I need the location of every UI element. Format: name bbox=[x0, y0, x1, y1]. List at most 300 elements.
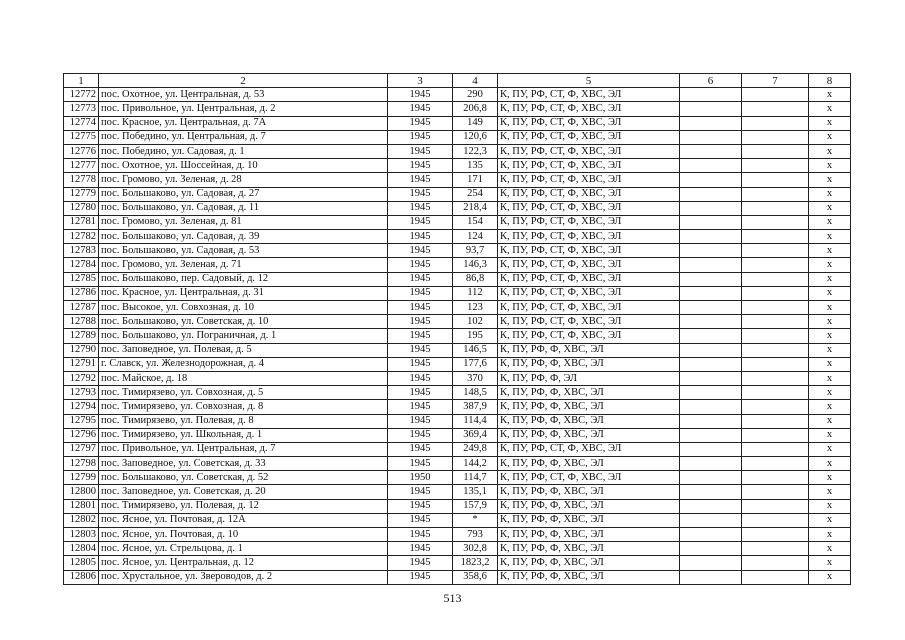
year-cell: 1945 bbox=[388, 386, 453, 400]
col7-cell bbox=[742, 485, 809, 499]
table-row bbox=[64, 513, 851, 527]
col7-cell bbox=[742, 371, 809, 385]
area-cell: 206,8 bbox=[453, 102, 498, 116]
col7-cell bbox=[742, 258, 809, 272]
area-cell: 370 bbox=[453, 371, 498, 385]
area-cell: 146,3 bbox=[453, 258, 498, 272]
mark-cell: х bbox=[809, 187, 851, 201]
mark-cell: х bbox=[809, 201, 851, 215]
record-number-cell: 12806 bbox=[64, 570, 99, 584]
mark-cell: х bbox=[809, 400, 851, 414]
record-number-cell: 12773 bbox=[64, 102, 99, 116]
col6-cell bbox=[680, 329, 742, 343]
area-cell: 793 bbox=[453, 528, 498, 542]
amenities-cell: К, ПУ, РФ, СТ, Ф, ХВС, ЭЛ bbox=[498, 88, 680, 102]
area-cell: 149 bbox=[453, 116, 498, 130]
col7-cell bbox=[742, 215, 809, 229]
area-cell: 249,8 bbox=[453, 442, 498, 456]
amenities-cell: К, ПУ, РФ, СТ, Ф, ХВС, ЭЛ bbox=[498, 315, 680, 329]
area-cell: 120,6 bbox=[453, 130, 498, 144]
col7-cell bbox=[742, 386, 809, 400]
year-cell: 1945 bbox=[388, 556, 453, 570]
col7-cell bbox=[742, 144, 809, 158]
registry-table bbox=[63, 73, 851, 585]
amenities-cell: К, ПУ, РФ, СТ, Ф, ХВС, ЭЛ bbox=[498, 258, 680, 272]
column-header: 4 bbox=[453, 74, 498, 88]
col6-cell bbox=[680, 230, 742, 244]
col7-cell bbox=[742, 130, 809, 144]
record-number-cell: 12786 bbox=[64, 286, 99, 300]
address-cell: пос. Большаково, ул. Пограничная, д. 1 bbox=[99, 329, 388, 343]
table-row bbox=[64, 230, 851, 244]
mark-cell: х bbox=[809, 357, 851, 371]
address-cell: пос. Ясное, ул. Центральная, д. 12 bbox=[99, 556, 388, 570]
year-cell: 1945 bbox=[388, 301, 453, 315]
col6-cell bbox=[680, 442, 742, 456]
column-header: 1 bbox=[64, 74, 99, 88]
amenities-cell: К, ПУ, РФ, СТ, Ф, ХВС, ЭЛ bbox=[498, 173, 680, 187]
year-cell: 1945 bbox=[388, 187, 453, 201]
area-cell: 146,5 bbox=[453, 343, 498, 357]
col6-cell bbox=[680, 130, 742, 144]
amenities-cell: К, ПУ, РФ, СТ, Ф, ХВС, ЭЛ bbox=[498, 144, 680, 158]
mark-cell: х bbox=[809, 485, 851, 499]
col6-cell bbox=[680, 88, 742, 102]
area-cell: 135 bbox=[453, 159, 498, 173]
address-cell: пос. Большаково, ул. Садовая, д. 53 bbox=[99, 244, 388, 258]
col6-cell bbox=[680, 187, 742, 201]
col6-cell bbox=[680, 556, 742, 570]
table-row bbox=[64, 343, 851, 357]
col7-cell bbox=[742, 513, 809, 527]
address-cell: пос. Тимирязево, ул. Совхозная, д. 5 bbox=[99, 386, 388, 400]
year-cell: 1945 bbox=[388, 414, 453, 428]
table-row bbox=[64, 215, 851, 229]
year-cell: 1945 bbox=[388, 400, 453, 414]
year-cell: 1945 bbox=[388, 315, 453, 329]
address-cell: пос. Ясное, ул. Почтовая, д. 12А bbox=[99, 513, 388, 527]
col7-cell bbox=[742, 88, 809, 102]
column-header: 6 bbox=[680, 74, 742, 88]
amenities-cell: К, ПУ, РФ, Ф, ХВС, ЭЛ bbox=[498, 428, 680, 442]
address-cell: пос. Громово, ул. Зеленая, д. 71 bbox=[99, 258, 388, 272]
table-row bbox=[64, 357, 851, 371]
address-cell: пос. Красное, ул. Центральная, д. 7А bbox=[99, 116, 388, 130]
year-cell: 1945 bbox=[388, 201, 453, 215]
mark-cell: х bbox=[809, 173, 851, 187]
address-cell: пос. Громово, ул. Зеленая, д. 28 bbox=[99, 173, 388, 187]
table-row bbox=[64, 102, 851, 116]
mark-cell: х bbox=[809, 414, 851, 428]
col7-cell bbox=[742, 315, 809, 329]
col7-cell bbox=[742, 528, 809, 542]
area-cell: 218,4 bbox=[453, 201, 498, 215]
year-cell: 1945 bbox=[388, 357, 453, 371]
col6-cell bbox=[680, 414, 742, 428]
address-cell: пос. Охотное, ул. Шоссейная, д. 10 bbox=[99, 159, 388, 173]
col7-cell bbox=[742, 428, 809, 442]
record-number-cell: 12785 bbox=[64, 272, 99, 286]
table-row bbox=[64, 485, 851, 499]
address-cell: пос. Тимирязево, ул. Полевая, д. 12 bbox=[99, 499, 388, 513]
year-cell: 1945 bbox=[388, 144, 453, 158]
column-header: 5 bbox=[498, 74, 680, 88]
col7-cell bbox=[742, 159, 809, 173]
record-number-cell: 12800 bbox=[64, 485, 99, 499]
col7-cell bbox=[742, 102, 809, 116]
col7-cell bbox=[742, 244, 809, 258]
area-cell: 171 bbox=[453, 173, 498, 187]
col7-cell bbox=[742, 230, 809, 244]
address-cell: пос. Тимирязево, ул. Школьная, д. 1 bbox=[99, 428, 388, 442]
table-row bbox=[64, 471, 851, 485]
mark-cell: х bbox=[809, 499, 851, 513]
record-number-cell: 12787 bbox=[64, 301, 99, 315]
col6-cell bbox=[680, 428, 742, 442]
record-number-cell: 12782 bbox=[64, 230, 99, 244]
col7-cell bbox=[742, 570, 809, 584]
mark-cell: х bbox=[809, 542, 851, 556]
year-cell: 1945 bbox=[388, 130, 453, 144]
record-number-cell: 12804 bbox=[64, 542, 99, 556]
table-row bbox=[64, 442, 851, 456]
record-number-cell: 12797 bbox=[64, 442, 99, 456]
amenities-cell: К, ПУ, РФ, Ф, ХВС, ЭЛ bbox=[498, 499, 680, 513]
amenities-cell: К, ПУ, РФ, СТ, Ф, ХВС, ЭЛ bbox=[498, 230, 680, 244]
mark-cell: х bbox=[809, 315, 851, 329]
address-cell: пос. Тимирязево, ул. Совхозная, д. 8 bbox=[99, 400, 388, 414]
table-row bbox=[64, 528, 851, 542]
amenities-cell: К, ПУ, РФ, СТ, Ф, ХВС, ЭЛ bbox=[498, 442, 680, 456]
area-cell: 112 bbox=[453, 286, 498, 300]
col7-cell bbox=[742, 499, 809, 513]
col6-cell bbox=[680, 457, 742, 471]
table-row bbox=[64, 286, 851, 300]
col6-cell bbox=[680, 301, 742, 315]
table-row bbox=[64, 301, 851, 315]
amenities-cell: К, ПУ, РФ, Ф, ХВС, ЭЛ bbox=[498, 400, 680, 414]
address-cell: пос. Майское, д. 18 bbox=[99, 371, 388, 385]
table-row bbox=[64, 386, 851, 400]
amenities-cell: К, ПУ, РФ, СТ, Ф, ХВС, ЭЛ bbox=[498, 159, 680, 173]
record-number-cell: 12783 bbox=[64, 244, 99, 258]
area-cell: 254 bbox=[453, 187, 498, 201]
record-number-cell: 12793 bbox=[64, 386, 99, 400]
table-row bbox=[64, 187, 851, 201]
record-number-cell: 12799 bbox=[64, 471, 99, 485]
amenities-cell: К, ПУ, РФ, Ф, ХВС, ЭЛ bbox=[498, 343, 680, 357]
mark-cell: х bbox=[809, 471, 851, 485]
table-row bbox=[64, 201, 851, 215]
col6-cell bbox=[680, 400, 742, 414]
col6-cell bbox=[680, 244, 742, 258]
mark-cell: х bbox=[809, 130, 851, 144]
mark-cell: х bbox=[809, 258, 851, 272]
address-cell: пос. Привольное, ул. Центральная, д. 2 bbox=[99, 102, 388, 116]
table-row bbox=[64, 457, 851, 471]
year-cell: 1945 bbox=[388, 528, 453, 542]
header-row bbox=[64, 74, 851, 88]
address-cell: пос. Большаково, ул. Садовая, д. 27 bbox=[99, 187, 388, 201]
table-row bbox=[64, 542, 851, 556]
table-row bbox=[64, 258, 851, 272]
col6-cell bbox=[680, 528, 742, 542]
amenities-cell: К, ПУ, РФ, СТ, Ф, ХВС, ЭЛ bbox=[498, 201, 680, 215]
address-cell: пос. Большаково, ул. Садовая, д. 39 bbox=[99, 230, 388, 244]
area-cell: * bbox=[453, 513, 498, 527]
address-cell: пос. Тимирязево, ул. Полевая, д. 8 bbox=[99, 414, 388, 428]
area-cell: 102 bbox=[453, 315, 498, 329]
amenities-cell: К, ПУ, РФ, Ф, ХВС, ЭЛ bbox=[498, 570, 680, 584]
amenities-cell: К, ПУ, РФ, Ф, ХВС, ЭЛ bbox=[498, 513, 680, 527]
area-cell: 122,3 bbox=[453, 144, 498, 158]
mark-cell: х bbox=[809, 528, 851, 542]
record-number-cell: 12795 bbox=[64, 414, 99, 428]
address-cell: пос. Заповедное, ул. Советская, д. 20 bbox=[99, 485, 388, 499]
col6-cell bbox=[680, 343, 742, 357]
mark-cell: х bbox=[809, 244, 851, 258]
col6-cell bbox=[680, 371, 742, 385]
col6-cell bbox=[680, 570, 742, 584]
year-cell: 1945 bbox=[388, 159, 453, 173]
mark-cell: х bbox=[809, 286, 851, 300]
area-cell: 148,5 bbox=[453, 386, 498, 400]
address-cell: пос. Большаково, ул. Советская, д. 52 bbox=[99, 471, 388, 485]
table-row bbox=[64, 173, 851, 187]
amenities-cell: К, ПУ, РФ, Ф, ХВС, ЭЛ bbox=[498, 542, 680, 556]
table-row bbox=[64, 371, 851, 385]
amenities-cell: К, ПУ, РФ, СТ, Ф, ХВС, ЭЛ bbox=[498, 329, 680, 343]
record-number-cell: 12789 bbox=[64, 329, 99, 343]
area-cell: 369,4 bbox=[453, 428, 498, 442]
col6-cell bbox=[680, 357, 742, 371]
mark-cell: х bbox=[809, 329, 851, 343]
year-cell: 1945 bbox=[388, 173, 453, 187]
mark-cell: х bbox=[809, 102, 851, 116]
record-number-cell: 12803 bbox=[64, 528, 99, 542]
col7-cell bbox=[742, 343, 809, 357]
area-cell: 114,7 bbox=[453, 471, 498, 485]
address-cell: пос. Высокое, ул. Совхозная, д. 10 bbox=[99, 301, 388, 315]
record-number-cell: 12805 bbox=[64, 556, 99, 570]
col7-cell bbox=[742, 471, 809, 485]
mark-cell: х bbox=[809, 159, 851, 173]
col7-cell bbox=[742, 286, 809, 300]
col6-cell bbox=[680, 173, 742, 187]
record-number-cell: 12791 bbox=[64, 357, 99, 371]
year-cell: 1945 bbox=[388, 570, 453, 584]
amenities-cell: К, ПУ, РФ, СТ, Ф, ХВС, ЭЛ bbox=[498, 102, 680, 116]
amenities-cell: К, ПУ, РФ, Ф, ХВС, ЭЛ bbox=[498, 528, 680, 542]
year-cell: 1945 bbox=[388, 88, 453, 102]
year-cell: 1945 bbox=[388, 329, 453, 343]
mark-cell: х bbox=[809, 230, 851, 244]
column-header: 3 bbox=[388, 74, 453, 88]
table-row bbox=[64, 556, 851, 570]
mark-cell: х bbox=[809, 343, 851, 357]
mark-cell: х bbox=[809, 88, 851, 102]
record-number-cell: 12781 bbox=[64, 215, 99, 229]
col6-cell bbox=[680, 542, 742, 556]
address-cell: пос. Красное, ул. Центральная, д. 31 bbox=[99, 286, 388, 300]
address-cell: пос. Ясное, ул. Стрельцова, д. 1 bbox=[99, 542, 388, 556]
record-number-cell: 12774 bbox=[64, 116, 99, 130]
table-body bbox=[64, 74, 851, 585]
amenities-cell: К, ПУ, РФ, СТ, Ф, ХВС, ЭЛ bbox=[498, 187, 680, 201]
table-row bbox=[64, 144, 851, 158]
year-cell: 1945 bbox=[388, 102, 453, 116]
address-cell: пос. Победино, ул. Центральная, д. 7 bbox=[99, 130, 388, 144]
address-cell: пос. Победино, ул. Садовая, д. 1 bbox=[99, 144, 388, 158]
amenities-cell: К, ПУ, РФ, СТ, Ф, ХВС, ЭЛ bbox=[498, 471, 680, 485]
col6-cell bbox=[680, 315, 742, 329]
col7-cell bbox=[742, 442, 809, 456]
col6-cell bbox=[680, 258, 742, 272]
col6-cell bbox=[680, 144, 742, 158]
record-number-cell: 12784 bbox=[64, 258, 99, 272]
area-cell: 154 bbox=[453, 215, 498, 229]
year-cell: 1945 bbox=[388, 215, 453, 229]
year-cell: 1945 bbox=[388, 371, 453, 385]
year-cell: 1945 bbox=[388, 499, 453, 513]
col6-cell bbox=[680, 272, 742, 286]
mark-cell: х bbox=[809, 570, 851, 584]
col6-cell bbox=[680, 471, 742, 485]
col7-cell bbox=[742, 173, 809, 187]
col6-cell bbox=[680, 513, 742, 527]
table-row bbox=[64, 130, 851, 144]
col6-cell bbox=[680, 159, 742, 173]
col6-cell bbox=[680, 499, 742, 513]
address-cell: пос. Привольное, ул. Центральная, д. 7 bbox=[99, 442, 388, 456]
area-cell: 93,7 bbox=[453, 244, 498, 258]
area-cell: 387,9 bbox=[453, 400, 498, 414]
record-number-cell: 12798 bbox=[64, 457, 99, 471]
area-cell: 86,8 bbox=[453, 272, 498, 286]
col7-cell bbox=[742, 457, 809, 471]
area-cell: 124 bbox=[453, 230, 498, 244]
col7-cell bbox=[742, 542, 809, 556]
col6-cell bbox=[680, 286, 742, 300]
year-cell: 1945 bbox=[388, 343, 453, 357]
address-cell: пос. Ясное, ул. Почтовая, д. 10 bbox=[99, 528, 388, 542]
area-cell: 144,2 bbox=[453, 457, 498, 471]
col7-cell bbox=[742, 116, 809, 130]
year-cell: 1945 bbox=[388, 428, 453, 442]
address-cell: г. Славск, ул. Железнодорожная, д. 4 bbox=[99, 357, 388, 371]
address-cell: пос. Заповедное, ул. Полевая, д. 5 bbox=[99, 343, 388, 357]
col7-cell bbox=[742, 414, 809, 428]
address-cell: пос. Заповедное, ул. Советская, д. 33 bbox=[99, 457, 388, 471]
col7-cell bbox=[742, 357, 809, 371]
mark-cell: х bbox=[809, 556, 851, 570]
record-number-cell: 12792 bbox=[64, 371, 99, 385]
area-cell: 157,9 bbox=[453, 499, 498, 513]
table-row bbox=[64, 329, 851, 343]
area-cell: 123 bbox=[453, 301, 498, 315]
year-cell: 1945 bbox=[388, 230, 453, 244]
record-number-cell: 12788 bbox=[64, 315, 99, 329]
table-row bbox=[64, 499, 851, 513]
amenities-cell: К, ПУ, РФ, Ф, ХВС, ЭЛ bbox=[498, 357, 680, 371]
area-cell: 302,8 bbox=[453, 542, 498, 556]
address-cell: пос. Хрустальное, ул. Звероводов, д. 2 bbox=[99, 570, 388, 584]
column-header: 8 bbox=[809, 74, 851, 88]
column-header: 7 bbox=[742, 74, 809, 88]
col6-cell bbox=[680, 215, 742, 229]
year-cell: 1945 bbox=[388, 513, 453, 527]
table-row bbox=[64, 244, 851, 258]
mark-cell: х bbox=[809, 457, 851, 471]
mark-cell: х bbox=[809, 371, 851, 385]
record-number-cell: 12776 bbox=[64, 144, 99, 158]
amenities-cell: К, ПУ, РФ, СТ, Ф, ХВС, ЭЛ bbox=[498, 130, 680, 144]
address-cell: пос. Охотное, ул. Центральная, д. 53 bbox=[99, 88, 388, 102]
record-number-cell: 12790 bbox=[64, 343, 99, 357]
area-cell: 177,6 bbox=[453, 357, 498, 371]
col6-cell bbox=[680, 386, 742, 400]
mark-cell: х bbox=[809, 144, 851, 158]
mark-cell: х bbox=[809, 215, 851, 229]
table-row bbox=[64, 159, 851, 173]
page-number: 513 bbox=[443, 591, 462, 605]
area-cell: 195 bbox=[453, 329, 498, 343]
mark-cell: х bbox=[809, 428, 851, 442]
col7-cell bbox=[742, 201, 809, 215]
year-cell: 1945 bbox=[388, 457, 453, 471]
col6-cell bbox=[680, 485, 742, 499]
col6-cell bbox=[680, 102, 742, 116]
mark-cell: х bbox=[809, 116, 851, 130]
record-number-cell: 12794 bbox=[64, 400, 99, 414]
amenities-cell: К, ПУ, РФ, СТ, Ф, ХВС, ЭЛ bbox=[498, 116, 680, 130]
mark-cell: х bbox=[809, 301, 851, 315]
year-cell: 1950 bbox=[388, 471, 453, 485]
year-cell: 1945 bbox=[388, 286, 453, 300]
amenities-cell: К, ПУ, РФ, Ф, ЭЛ bbox=[498, 371, 680, 385]
col6-cell bbox=[680, 116, 742, 130]
record-number-cell: 12778 bbox=[64, 173, 99, 187]
amenities-cell: К, ПУ, РФ, Ф, ХВС, ЭЛ bbox=[498, 457, 680, 471]
area-cell: 114,4 bbox=[453, 414, 498, 428]
table-row bbox=[64, 414, 851, 428]
col7-cell bbox=[742, 556, 809, 570]
record-number-cell: 12801 bbox=[64, 499, 99, 513]
record-number-cell: 12779 bbox=[64, 187, 99, 201]
column-header: 2 bbox=[99, 74, 388, 88]
year-cell: 1945 bbox=[388, 272, 453, 286]
area-cell: 290 bbox=[453, 88, 498, 102]
mark-cell: х bbox=[809, 272, 851, 286]
area-cell: 358,6 bbox=[453, 570, 498, 584]
year-cell: 1945 bbox=[388, 542, 453, 556]
table-row bbox=[64, 272, 851, 286]
year-cell: 1945 bbox=[388, 244, 453, 258]
table-row bbox=[64, 116, 851, 130]
amenities-cell: К, ПУ, РФ, Ф, ХВС, ЭЛ bbox=[498, 414, 680, 428]
amenities-cell: К, ПУ, РФ, СТ, Ф, ХВС, ЭЛ bbox=[498, 244, 680, 258]
table-row bbox=[64, 400, 851, 414]
address-cell: пос. Громово, ул. Зеленая, д. 81 bbox=[99, 215, 388, 229]
table-row bbox=[64, 570, 851, 584]
year-cell: 1945 bbox=[388, 258, 453, 272]
record-number-cell: 12775 bbox=[64, 130, 99, 144]
mark-cell: х bbox=[809, 513, 851, 527]
amenities-cell: К, ПУ, РФ, Ф, ХВС, ЭЛ bbox=[498, 556, 680, 570]
table-row bbox=[64, 315, 851, 329]
address-cell: пос. Большаково, ул. Садовая, д. 11 bbox=[99, 201, 388, 215]
amenities-cell: К, ПУ, РФ, СТ, Ф, ХВС, ЭЛ bbox=[498, 272, 680, 286]
